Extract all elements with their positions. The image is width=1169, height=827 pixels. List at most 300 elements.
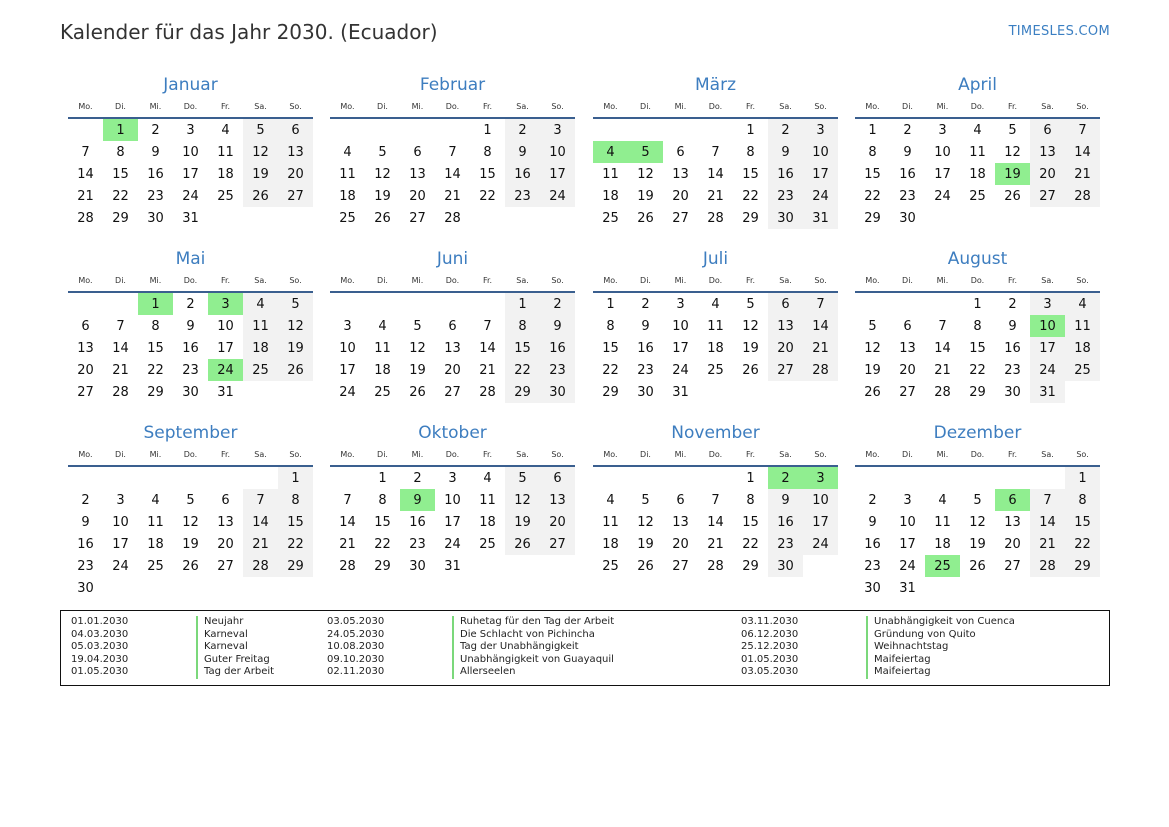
day-cell: 27 [409, 210, 426, 226]
weekday-label: So. [551, 102, 564, 111]
weekday-label: Di. [902, 102, 913, 111]
weekday-label: Fr. [220, 276, 231, 285]
day-cell: 16 [505, 163, 540, 185]
day-cell: 12 [374, 166, 391, 182]
day-cell: 27 [1004, 558, 1021, 574]
holiday-entry [71, 616, 321, 629]
day-cell: 24 [672, 362, 689, 378]
holiday-day: 10 [1030, 315, 1065, 337]
holiday-date: 24.05.2030 [327, 628, 385, 640]
weekday-label: Sa. [516, 102, 529, 111]
weekday-label: Do. [970, 102, 985, 111]
weekday-label: Sa. [254, 276, 267, 285]
day-cell: 2 [768, 119, 803, 141]
day-cell: 11 [339, 166, 356, 182]
day-cell: 3 [343, 318, 352, 334]
day-cell: 15 [969, 340, 986, 356]
day-grid [855, 467, 1100, 599]
day-cell: 29 [112, 210, 129, 226]
day-cell: 10 [217, 318, 234, 334]
day-cell: 27 [217, 558, 234, 574]
day-cell: 23 [768, 185, 803, 207]
day-cell: 26 [969, 558, 986, 574]
weekday-label: So. [814, 276, 827, 285]
day-cell: 27 [672, 210, 689, 226]
month-name: Juli [702, 249, 729, 269]
day-cell: 17 [217, 340, 234, 356]
day-cell: 1 [1065, 467, 1100, 489]
empty-cell [890, 293, 925, 315]
day-cell: 17 [182, 166, 199, 182]
day-cell: 13 [1030, 141, 1065, 163]
day-cell: 18 [707, 340, 724, 356]
day-cell: 20 [899, 362, 916, 378]
empty-cell [628, 467, 663, 489]
empty-cell [173, 467, 208, 489]
weekday-header [593, 98, 838, 119]
day-cell: 10 [803, 489, 838, 511]
day-cell: 10 [540, 141, 575, 163]
holiday-date: 05.03.2030 [71, 641, 129, 652]
weekday-label: Do. [970, 450, 985, 459]
day-cell: 31 [217, 384, 234, 400]
day-cell: 16 [77, 536, 94, 552]
day-cell: 17 [899, 536, 916, 552]
weekday-label: Mi. [674, 276, 687, 285]
day-cell: 16 [899, 166, 916, 182]
brand-link[interactable]: TIMESLES.COM [1008, 24, 1110, 39]
day-cell: 12 [637, 166, 654, 182]
day-cell: 24 [934, 188, 951, 204]
day-cell: 22 [147, 362, 164, 378]
day-cell: 5 [505, 467, 540, 489]
holiday-list [60, 610, 1110, 686]
day-cell: 14 [112, 340, 129, 356]
day-cell: 27 [899, 384, 916, 400]
day-cell: 11 [479, 492, 496, 508]
weekday-label: Mo. [603, 102, 618, 111]
holiday-day: 3 [803, 467, 838, 489]
day-cell: 25 [479, 536, 496, 552]
holiday-entry [741, 616, 1015, 629]
weekday-label: So. [1076, 102, 1089, 111]
day-grid [855, 293, 1100, 403]
weekday-header [855, 98, 1100, 119]
empty-cell [330, 119, 365, 141]
weekday-label: Mo. [603, 276, 618, 285]
day-cell: 12 [243, 141, 278, 163]
day-cell: 20 [77, 362, 94, 378]
day-cell: 7 [243, 489, 278, 511]
day-cell: 2 [186, 296, 195, 312]
day-cell: 18 [934, 536, 951, 552]
day-cell: 25 [602, 558, 619, 574]
day-cell: 30 [768, 555, 803, 577]
day-cell: 1 [746, 122, 755, 138]
day-cell: 7 [343, 492, 352, 508]
day-cell: 1 [378, 470, 387, 486]
weekday-label: Sa. [254, 450, 267, 459]
day-cell: 14 [444, 166, 461, 182]
empty-cell [330, 293, 365, 315]
day-cell: 23 [147, 188, 164, 204]
month-name: Januar [163, 75, 218, 95]
day-cell: 18 [339, 188, 356, 204]
day-cell: 13 [77, 340, 94, 356]
weekday-header [855, 446, 1100, 467]
weekday-label: Fr. [745, 450, 756, 459]
day-grid [855, 119, 1100, 229]
day-cell: 21 [112, 362, 129, 378]
empty-cell [103, 293, 138, 315]
weekday-label: Mo. [865, 450, 880, 459]
day-cell: 7 [483, 318, 492, 334]
day-cell: 27 [768, 359, 803, 381]
day-cell: 8 [973, 318, 982, 334]
weekday-label: Do. [708, 450, 723, 459]
month-11 [593, 422, 838, 577]
weekday-label: Mi. [411, 276, 424, 285]
day-cell: 30 [409, 558, 426, 574]
day-cell: 14 [1030, 511, 1065, 533]
day-cell: 31 [444, 558, 461, 574]
weekday-label: Fr. [1007, 450, 1018, 459]
month-10 [330, 422, 575, 577]
day-grid [593, 467, 838, 577]
day-cell: 24 [339, 384, 356, 400]
holiday-date: 19.04.2030 [71, 653, 129, 665]
day-cell: 8 [278, 489, 313, 511]
weekday-label: Di. [902, 276, 913, 285]
day-cell: 30 [147, 210, 164, 226]
day-cell: 29 [969, 384, 986, 400]
day-cell: 10 [934, 144, 951, 160]
month-3 [593, 74, 838, 229]
month-5 [68, 248, 313, 403]
day-cell: 3 [116, 492, 125, 508]
weekday-label: Do. [183, 276, 198, 285]
day-cell: 31 [899, 580, 916, 596]
holiday-date: 01.05.2030 [71, 666, 129, 677]
empty-cell [960, 467, 995, 489]
day-cell: 13 [672, 514, 689, 530]
day-cell: 28 [1030, 555, 1065, 577]
weekday-label: Do. [445, 102, 460, 111]
day-cell: 12 [637, 514, 654, 530]
weekday-label: Mi. [674, 102, 687, 111]
month-name: September [143, 423, 238, 443]
day-cell: 13 [768, 315, 803, 337]
empty-cell [663, 467, 698, 489]
day-cell: 26 [637, 558, 654, 574]
day-cell: 31 [1030, 381, 1065, 403]
day-cell: 6 [676, 492, 685, 508]
holiday-day: 2 [768, 467, 803, 489]
day-cell: 19 [243, 163, 278, 185]
day-cell: 1 [746, 470, 755, 486]
day-cell: 24 [899, 558, 916, 574]
day-cell: 22 [969, 362, 986, 378]
day-cell: 1 [483, 122, 492, 138]
day-cell: 18 [602, 188, 619, 204]
empty-cell [103, 467, 138, 489]
weekday-label: Mo. [340, 102, 355, 111]
holiday-name: Gründung von Quito [866, 629, 976, 642]
weekday-label: Mi. [936, 102, 949, 111]
day-cell: 20 [217, 536, 234, 552]
weekday-label: Fr. [482, 450, 493, 459]
day-cell: 22 [112, 188, 129, 204]
day-cell: 26 [278, 359, 313, 381]
day-cell: 5 [278, 293, 313, 315]
day-cell: 29 [505, 381, 540, 403]
day-grid [68, 293, 313, 403]
day-cell: 10 [339, 340, 356, 356]
day-cell: 8 [606, 318, 615, 334]
day-grid [330, 119, 575, 229]
day-cell: 2 [81, 492, 90, 508]
day-cell: 7 [711, 492, 720, 508]
day-cell: 21 [707, 536, 724, 552]
day-cell: 9 [903, 144, 912, 160]
day-cell: 29 [864, 210, 881, 226]
weekday-label: Fr. [1007, 276, 1018, 285]
month-name: Februar [419, 75, 486, 95]
empty-cell [68, 467, 103, 489]
weekday-label: Fr. [745, 102, 756, 111]
month-name: März [695, 75, 736, 95]
empty-cell [628, 119, 663, 141]
day-cell: 28 [339, 558, 356, 574]
weekday-label: Mo. [603, 450, 618, 459]
holiday-entry [741, 654, 991, 667]
weekday-label: Sa. [254, 102, 267, 111]
day-cell: 30 [637, 384, 654, 400]
holiday-entry [327, 654, 727, 667]
day-cell: 19 [637, 536, 654, 552]
day-cell: 18 [602, 536, 619, 552]
day-cell: 18 [217, 166, 234, 182]
day-cell: 3 [1030, 293, 1065, 315]
day-cell: 2 [903, 122, 912, 138]
holiday-name: Ruhetag für den Tag der Arbeit [452, 616, 614, 629]
holiday-day: 5 [628, 141, 663, 163]
month-name: Mai [175, 249, 206, 269]
day-cell: 22 [479, 188, 496, 204]
day-cell: 5 [641, 492, 650, 508]
day-cell: 20 [1030, 163, 1065, 185]
day-cell: 6 [221, 492, 230, 508]
day-cell: 30 [182, 384, 199, 400]
day-cell: 28 [77, 210, 94, 226]
day-cell: 27 [278, 185, 313, 207]
weekday-label: Mi. [674, 450, 687, 459]
holiday-day: 3 [208, 293, 243, 315]
weekday-label: Mi. [411, 102, 424, 111]
day-cell: 6 [278, 119, 313, 141]
day-cell: 22 [602, 362, 619, 378]
weekday-label: Mo. [865, 276, 880, 285]
day-cell: 23 [768, 533, 803, 555]
weekday-label: Mo. [340, 450, 355, 459]
holiday-date: 03.11.2030 [741, 616, 799, 627]
day-cell: 8 [116, 144, 125, 160]
day-cell: 20 [444, 362, 461, 378]
day-cell: 3 [803, 119, 838, 141]
weekday-label: Sa. [779, 450, 792, 459]
day-cell: 8 [1065, 489, 1100, 511]
weekday-label: Fr. [220, 102, 231, 111]
empty-cell [698, 119, 733, 141]
day-cell: 23 [409, 536, 426, 552]
day-cell: 4 [378, 318, 387, 334]
day-cell: 10 [672, 318, 689, 334]
day-cell: 11 [1065, 315, 1100, 337]
day-cell: 9 [151, 144, 160, 160]
holiday-entry [741, 666, 991, 679]
weekday-label: Di. [377, 450, 388, 459]
weekday-label: Fr. [482, 102, 493, 111]
day-cell: 8 [378, 492, 387, 508]
day-cell: 2 [540, 293, 575, 315]
weekday-label: So. [289, 276, 302, 285]
weekday-label: Di. [377, 102, 388, 111]
empty-cell [855, 467, 890, 489]
day-cell: 8 [505, 315, 540, 337]
day-cell: 17 [112, 536, 129, 552]
holiday-name: Karneval [196, 641, 248, 654]
day-cell: 30 [77, 580, 94, 596]
day-cell: 17 [540, 163, 575, 185]
day-cell: 13 [540, 489, 575, 511]
day-cell: 11 [147, 514, 164, 530]
empty-cell [365, 119, 400, 141]
weekday-label: Mi. [936, 276, 949, 285]
holiday-name: Tag der Arbeit [196, 666, 274, 679]
month-name: Dezember [933, 423, 1022, 443]
holiday-date: 06.12.2030 [741, 628, 799, 640]
day-grid [68, 119, 313, 229]
holiday-column [71, 616, 321, 679]
day-cell: 5 [1008, 122, 1017, 138]
day-cell: 4 [606, 492, 615, 508]
holiday-name: Allerseelen [452, 666, 515, 679]
day-cell: 1 [868, 122, 877, 138]
day-cell: 21 [803, 337, 838, 359]
weekday-label: Fr. [745, 276, 756, 285]
day-cell: 11 [374, 340, 391, 356]
empty-cell [330, 467, 365, 489]
empty-cell [400, 293, 435, 315]
day-cell: 25 [707, 362, 724, 378]
day-cell: 9 [81, 514, 90, 530]
day-cell: 26 [374, 210, 391, 226]
day-cell: 22 [742, 188, 759, 204]
weekday-header [68, 98, 313, 119]
day-grid [593, 293, 838, 403]
day-cell: 8 [483, 144, 492, 160]
day-cell: 19 [969, 536, 986, 552]
holiday-day: 6 [995, 489, 1030, 511]
day-cell: 22 [374, 536, 391, 552]
weekday-header [593, 272, 838, 293]
day-cell: 23 [505, 185, 540, 207]
day-cell: 15 [278, 511, 313, 533]
weekday-label: So. [1076, 450, 1089, 459]
day-cell: 11 [602, 166, 619, 182]
day-cell: 23 [182, 362, 199, 378]
day-cell: 9 [641, 318, 650, 334]
holiday-day: 25 [925, 555, 960, 577]
weekday-label: Do. [708, 276, 723, 285]
empty-cell [698, 467, 733, 489]
empty-cell [1030, 467, 1065, 489]
day-cell: 18 [374, 362, 391, 378]
holiday-name: Neujahr [196, 616, 243, 629]
day-cell: 4 [973, 122, 982, 138]
day-cell: 27 [540, 533, 575, 555]
empty-cell [400, 119, 435, 141]
weekday-label: Do. [970, 276, 985, 285]
weekday-label: So. [289, 102, 302, 111]
day-cell: 4 [151, 492, 160, 508]
day-cell: 15 [374, 514, 391, 530]
holiday-date: 01.01.2030 [71, 616, 129, 627]
day-cell: 24 [112, 558, 129, 574]
month-9 [68, 422, 313, 599]
day-cell: 22 [742, 536, 759, 552]
day-cell: 28 [243, 555, 278, 577]
day-cell: 4 [1065, 293, 1100, 315]
weekday-label: Sa. [1041, 276, 1054, 285]
day-cell: 7 [116, 318, 125, 334]
holiday-entry [71, 641, 321, 654]
day-cell: 19 [742, 340, 759, 356]
day-cell: 18 [1065, 337, 1100, 359]
day-cell: 17 [339, 362, 356, 378]
day-cell: 19 [278, 337, 313, 359]
day-cell: 3 [938, 122, 947, 138]
day-cell: 20 [278, 163, 313, 185]
day-cell: 3 [676, 296, 685, 312]
day-cell: 14 [934, 340, 951, 356]
day-cell: 12 [278, 315, 313, 337]
day-cell: 21 [339, 536, 356, 552]
month-7 [593, 248, 838, 403]
holiday-day: 24 [208, 359, 243, 381]
day-cell: 28 [479, 384, 496, 400]
day-cell: 23 [637, 362, 654, 378]
day-cell: 26 [243, 185, 278, 207]
day-cell: 30 [864, 580, 881, 596]
day-cell: 1 [973, 296, 982, 312]
day-cell: 21 [1065, 163, 1100, 185]
day-cell: 5 [746, 296, 755, 312]
weekday-label: Mi. [149, 450, 162, 459]
day-cell: 26 [1004, 188, 1021, 204]
day-cell: 5 [413, 318, 422, 334]
weekday-label: Fr. [482, 276, 493, 285]
day-cell: 31 [803, 207, 838, 229]
day-cell: 10 [112, 514, 129, 530]
day-cell: 9 [768, 141, 803, 163]
day-cell: 31 [182, 210, 199, 226]
day-cell: 2 [868, 492, 877, 508]
weekday-label: Mi. [149, 276, 162, 285]
day-cell: 14 [77, 166, 94, 182]
weekday-label: Di. [640, 450, 651, 459]
weekday-label: Mo. [340, 276, 355, 285]
